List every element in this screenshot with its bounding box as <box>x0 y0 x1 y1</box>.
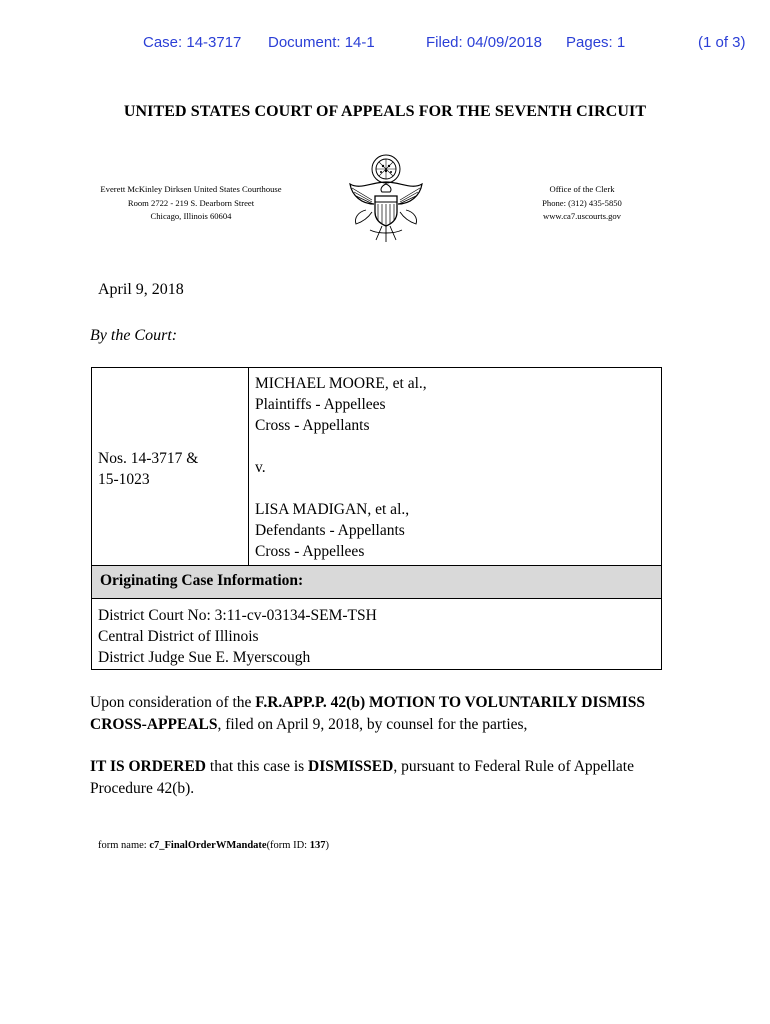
defendants-name: LISA MADIGAN, et al., <box>255 501 410 518</box>
form-name-label: form name: <box>98 840 150 851</box>
form-id: 137 <box>309 840 326 851</box>
defendants-role: Cross - Appellees <box>255 543 365 560</box>
court-seal-eagle-icon <box>342 152 430 244</box>
plaintiffs-role: Plaintiffs - Appellees <box>255 396 386 413</box>
header-filed-date: Filed: 04/09/2018 <box>426 34 542 51</box>
by-the-court: By the Court: <box>90 327 178 344</box>
case-numbers-line: 15-1023 <box>98 471 150 488</box>
it-is-ordered: IT IS ORDERED <box>90 758 207 775</box>
clerk-website-link[interactable]: www.ca7.uscourts.gov <box>543 211 621 221</box>
plaintiffs-name: MICHAEL MOORE, et al., <box>255 375 427 392</box>
header-page-of: (1 of 3) <box>698 34 746 51</box>
courthouse-address-line: Everett McKinley Dirksen United States Courthouse <box>100 184 282 194</box>
paragraph-text: Upon consideration of the <box>90 694 256 711</box>
case-numbers-cell <box>92 368 249 565</box>
form-id-prefix: (form ID: <box>266 840 310 851</box>
case-caption-top <box>92 368 661 566</box>
consideration-paragraph <box>90 692 690 736</box>
order-paragraph <box>90 756 690 800</box>
dismissed: DISMISSED <box>308 758 394 775</box>
courthouse-address-line: Chicago, Illinois 60604 <box>150 211 232 221</box>
courthouse-address <box>86 183 296 224</box>
clerk-phone: Phone: (312) 435-5850 <box>542 197 622 208</box>
originating-case-heading-text: Originating Case Information: <box>100 572 304 589</box>
header-document-number: Document: 14-1 <box>268 34 375 51</box>
header-case-number: Case: 14-3717 <box>143 34 242 51</box>
clerk-office-info <box>528 183 636 224</box>
plaintiffs-role: Cross - Appellants <box>255 417 370 434</box>
district-court-number: District Court No: 3:11-cv-03134-SEM-TSH <box>98 607 377 624</box>
district-name: Central District of Illinois <box>98 628 259 645</box>
header-pages: Pages: 1 <box>566 34 626 51</box>
form-id-suffix: ) <box>325 840 329 851</box>
filing-header-stamp <box>0 34 770 54</box>
case-numbers <box>98 448 238 490</box>
paragraph-text: , filed on April 9, 2018, by counsel for the parties, <box>217 716 528 733</box>
versus: v. <box>255 459 266 476</box>
court-title: UNITED STATES COURT OF APPEALS FOR THE SEVENTH CIRCUIT <box>123 103 647 120</box>
case-numbers-line: Nos. 14-3717 & <box>98 450 199 467</box>
originating-case-heading <box>92 566 661 599</box>
courthouse-address-line: Room 2722 - 219 S. Dearborn Street <box>127 197 255 208</box>
paragraph-text: , pursuant to Federal Rule of Appellate Procedure 42(b). <box>90 758 634 797</box>
form-footer <box>98 840 329 851</box>
defendants-role: Defendants - Appellants <box>255 522 405 539</box>
clerk-office-line: Office of the Clerk <box>549 184 615 194</box>
case-caption-table <box>91 367 662 670</box>
paragraph-text: that this case is <box>206 758 309 775</box>
motion-title: F.R.APP.P. 42(b) MOTION TO VOLUNTARILY DISMISS CROSS-APPEALS <box>90 694 646 733</box>
form-name: c7_FinalOrderWMandate <box>149 840 267 851</box>
originating-case-info <box>98 605 377 668</box>
order-date: April 9, 2018 <box>98 281 184 298</box>
district-judge: District Judge Sue E. Myerscough <box>98 649 311 666</box>
case-parties <box>255 373 427 562</box>
